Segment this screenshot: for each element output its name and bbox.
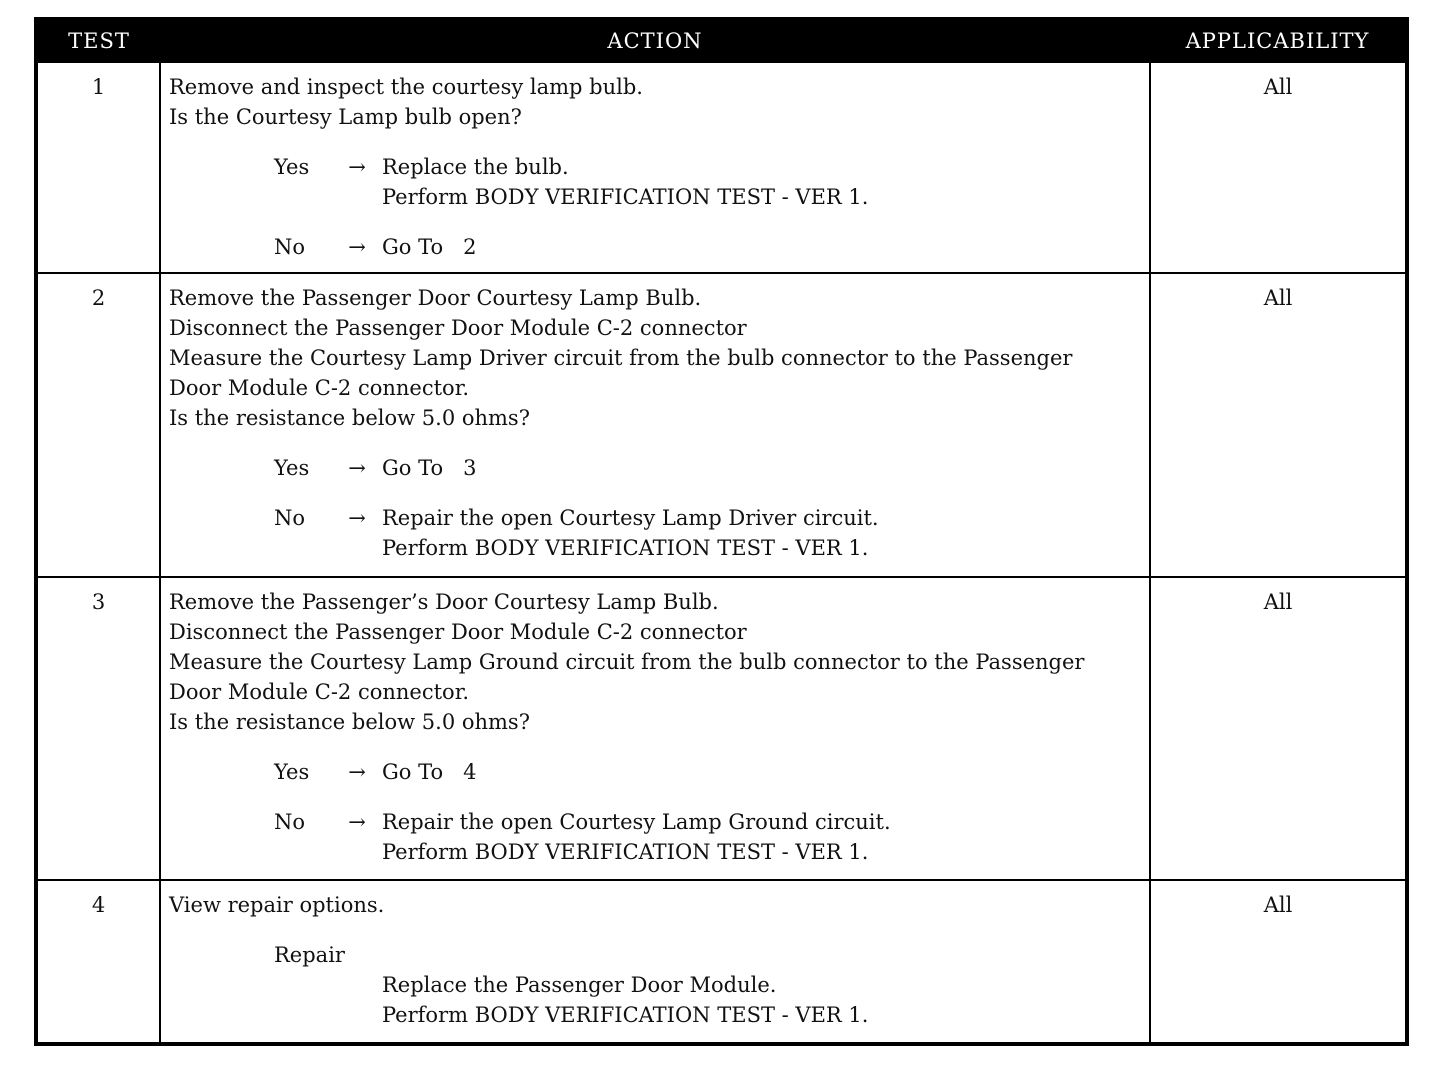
arrow-icon: → xyxy=(348,760,366,784)
repair-label: Repair xyxy=(274,943,345,967)
no-branch xyxy=(169,503,1141,563)
no-branch xyxy=(169,807,1141,867)
applicability: All xyxy=(1150,62,1407,273)
no-label: No xyxy=(274,810,306,834)
action-line: View repair options. xyxy=(169,893,385,917)
repair-result: Replace the Passenger Door Module. xyxy=(382,973,777,997)
no-result: Perform BODY VERIFICATION TEST - VER 1. xyxy=(382,840,869,864)
action-line: Door Module C-2 connector. xyxy=(169,376,470,400)
yes-result: Go To 3 xyxy=(382,456,477,480)
yes-branch xyxy=(169,453,1141,483)
action-line: Measure the Courtesy Lamp Ground circuit from the bulb connector to the Passenger xyxy=(169,650,1085,674)
yes-result: Perform BODY VERIFICATION TEST - VER 1. xyxy=(382,185,869,209)
table-row xyxy=(36,577,1407,880)
no-result: Perform BODY VERIFICATION TEST - VER 1. xyxy=(382,536,869,560)
yes-result: Go To 4 xyxy=(382,760,477,784)
no-result: Repair the open Courtesy Lamp Ground circuit. xyxy=(382,810,891,834)
action-cell xyxy=(160,577,1150,880)
yes-result: Replace the bulb. xyxy=(382,155,569,179)
action-line: Remove the Passenger’s Door Courtesy Lamp Bulb. xyxy=(169,590,719,614)
yes-label: Yes xyxy=(274,456,310,480)
yes-label: Yes xyxy=(274,760,310,784)
header-applicability: APPLICABILITY xyxy=(1150,19,1407,62)
table-header-row xyxy=(36,19,1407,62)
arrow-icon: → xyxy=(348,506,366,530)
applicability: All xyxy=(1150,273,1407,577)
no-result: Go To 2 xyxy=(382,235,477,259)
action-line: Disconnect the Passenger Door Module C-2 connector xyxy=(169,620,747,644)
test-number: 3 xyxy=(36,577,160,880)
diagnostic-test-table xyxy=(34,17,1409,1046)
no-label: No xyxy=(274,235,306,259)
no-branch xyxy=(169,232,1141,262)
action-line: Remove and inspect the courtesy lamp bulb. xyxy=(169,75,643,99)
test-number: 1 xyxy=(36,62,160,273)
action-line: Remove the Passenger Door Courtesy Lamp Bulb. xyxy=(169,286,702,310)
arrow-icon: → xyxy=(348,456,366,480)
yes-branch xyxy=(169,152,1141,212)
applicability: All xyxy=(1150,880,1407,1044)
action-line: Is the Courtesy Lamp bulb open? xyxy=(169,105,522,129)
action-line: Door Module C-2 connector. xyxy=(169,680,470,704)
header-test: TEST xyxy=(36,19,160,62)
no-label: No xyxy=(274,506,306,530)
action-cell xyxy=(160,880,1150,1044)
no-result: Repair the open Courtesy Lamp Driver circuit. xyxy=(382,506,879,530)
arrow-icon: → xyxy=(348,235,366,259)
action-line: Is the resistance below 5.0 ohms? xyxy=(169,710,530,734)
table-row xyxy=(36,880,1407,1044)
header-action: ACTION xyxy=(160,19,1150,62)
table-row xyxy=(36,273,1407,577)
action-line: Is the resistance below 5.0 ohms? xyxy=(169,406,530,430)
action-cell xyxy=(160,62,1150,273)
arrow-icon: → xyxy=(348,155,366,179)
action-cell xyxy=(160,273,1150,577)
applicability: All xyxy=(1150,577,1407,880)
yes-branch xyxy=(169,757,1141,787)
table-row xyxy=(36,62,1407,273)
arrow-icon: → xyxy=(348,810,366,834)
test-number: 4 xyxy=(36,880,160,1044)
action-line: Disconnect the Passenger Door Module C-2 connector xyxy=(169,316,747,340)
test-number: 2 xyxy=(36,273,160,577)
yes-label: Yes xyxy=(274,155,310,179)
repair-result: Perform BODY VERIFICATION TEST - VER 1. xyxy=(382,1003,869,1027)
action-line: Measure the Courtesy Lamp Driver circuit from the bulb connector to the Passenger xyxy=(169,346,1073,370)
